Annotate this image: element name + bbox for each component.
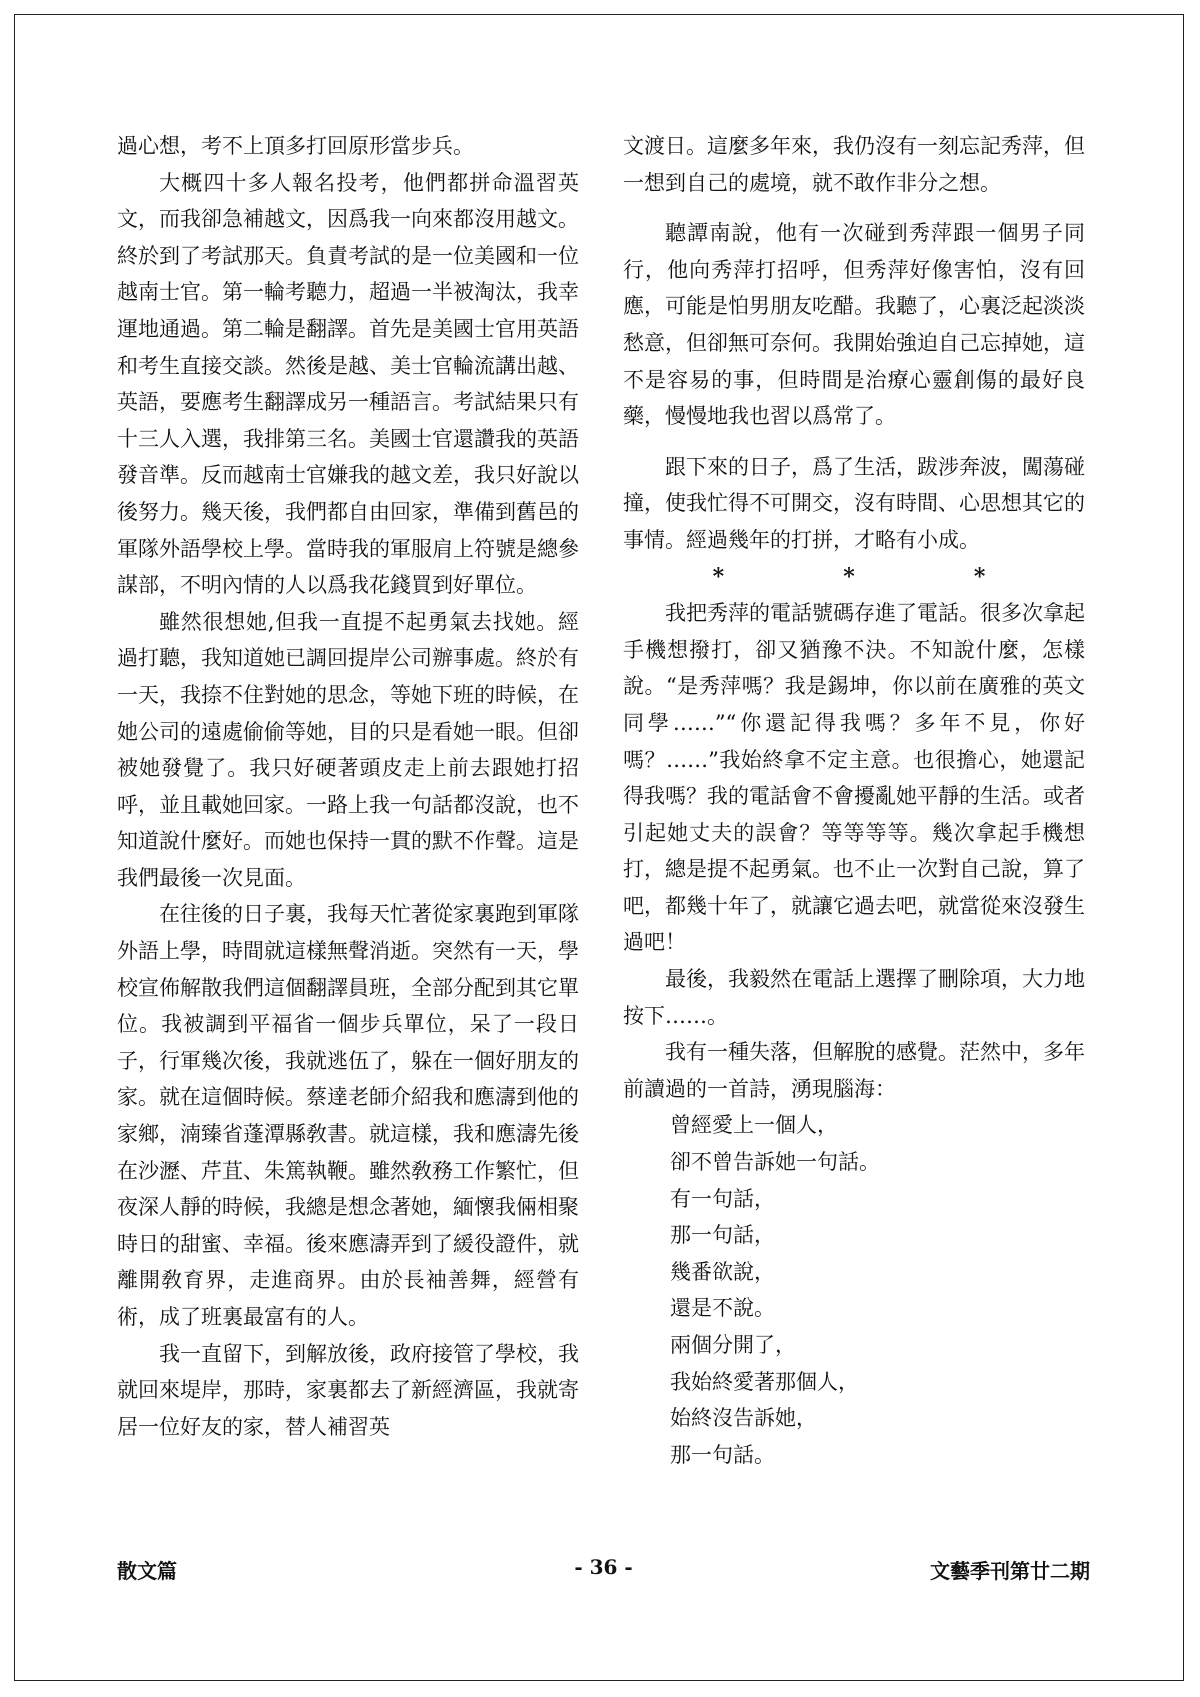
paragraph: 過心想，考不上頂多打回原形當步兵。 (117, 134, 474, 158)
poem-line: 有一句話， (670, 1186, 775, 1211)
page-footer (117, 1555, 1090, 1585)
paragraph: 跟下來的日子，爲了生活，跋涉奔波，闖蕩碰撞，使我忙得不可開交，沒有時間、心思想其它的事情。經過幾年的打拼，才略有小成。 (623, 454, 1085, 552)
paragraph: 我把秀萍的電話號碼存進了電話。很多次拿起手機想撥打，卻又猶豫不決。不知說什麼，怎樣說。“是秀萍嗎？我是錫坤，你以前在廣雅的英文同學……”“你還記得我嗎？多年不見，你好嗎？……”我始終拿不定主意。也很擔心，她還記得我嗎？我的電話會不會擾亂她平靜的生活。或者引起她丈夫的誤會？等等等等。幾次拿起手機想打，總是提不起勇氣。也不止一次對自己說，算了吧，都幾十年了，就讓它過去吧，就當從來沒發生過吧！ (623, 601, 1085, 955)
poem-line: 幾番欲說， (670, 1259, 775, 1284)
poem-line: 曾經愛上一個人， (670, 1113, 838, 1138)
paragraph: 我有一種失落，但解脫的感覺。茫然中，多年前讀過的一首詩，湧現腦海： (623, 1040, 1085, 1101)
footer-publication: 文藝季刊第廿二期 (930, 1559, 1090, 1583)
poem-line: 那一句話， (670, 1223, 775, 1248)
separator-star: * (712, 563, 725, 590)
poem-line: 卻不曾告訴她一句話。 (670, 1150, 880, 1175)
poem-line: 還是不說。 (670, 1296, 775, 1321)
paragraph: 在往後的日子裏，我每天忙著從家裏跑到軍隊外語上學，時間就這樣無聲消逝。突然有一天，學校宣佈解散我們這個翻譯員班，全部分配到其它單位。我被調到平福省一個步兵單位，呆了一段日子，行軍幾次後，我就逃伍了，躲在一個好朋友的家。就在這個時候。蔡達老師介紹我和應濤到他的家鄉，湳臻省蓬潭縣敎書。就這樣，我和應濤先後在沙瀝、芹苴、朱篤執鞭。雖然敎務工作繁忙，但夜深人靜的時候，我總是想念著她，緬懷我倆相聚時日的甜蜜、幸福。後來應濤弄到了緩役證件，就離開敎育界，走進商界。由於長袖善舞，經營有術，成了班裏最富有的人。 (117, 902, 579, 1329)
footer-section: 散文篇 (117, 1559, 177, 1583)
paragraph: 我一直留下，到解放後，政府接管了學校，我就回來堤岸，那時，家裏都去了新經濟區，我就寄居一位好友的家，替人補習英 (117, 1341, 579, 1439)
footer-page-number: - 36 - (574, 1555, 633, 1579)
paragraph: 大概四十多人報名投考，他們都拼命溫習英文，而我卻急補越文，因爲我一向來都沒用越文。終於到了考試那天。負責考試的是一位美國和一位越南士官。第一輪考聽力，超過一半被淘汰，我幸運地通過。第二輪是翻譯。首先是美國士官用英語和考生直接交談。然後是越、美士官輪流講出越、英語，要應考生翻譯成另一種語言。考試結果只有十三人入選，我排第三名。美國士官還讚我的英語發音準。反而越南士官嫌我的越文差，我只好說以後努力。幾天後，我們都自由回家，準備到舊邑的軍隊外語學校上學。當時我的軍服肩上符號是總參謀部，不明內情的人以爲我花錢買到好單位。 (117, 170, 579, 598)
paragraph: 最後，我毅然在電話上選擇了刪除項，大力地按下……。 (623, 967, 1085, 1028)
section-separator (623, 559, 1085, 596)
separator-star: * (973, 563, 986, 590)
poem-line: 兩個分開了， (670, 1333, 796, 1357)
right-column (623, 128, 1085, 1473)
separator-star: * (843, 563, 855, 590)
paragraph: 文渡日。這麼多年來，我仍沒有一刻忘記秀萍，但一想到自己的處境，就不敢作非分之想。 (623, 134, 1085, 195)
left-column (117, 128, 579, 1445)
poem-line: 那一句話。 (670, 1442, 775, 1467)
poem (623, 1107, 1085, 1473)
poem-line: 我始終愛著那個人， (670, 1369, 859, 1394)
paragraph: 雖然很想她,但我一直提不起勇氣去找她。經過打聽，我知道她已調回提岸公司辦事處。終於有一天，我捺不住對她的思念，等她下班的時候，在她公司的遠處偷偷等她，目的只是看她一眼。但卻被她發覺了。我只好硬著頭皮走上前去跟她打招呼，並且載她回家。一路上我一句話都沒說，也不知道說什麼好。而她也保持一貫的默不作聲。這是我們最後一次見面。 (117, 609, 579, 890)
paragraph: 聽譚南說，他有一次碰到秀萍跟一個男子同行，他向秀萍打招呼，但秀萍好像害怕，沒有回應，可能是怕男朋友吃醋。我聽了，心裏泛起淡淡愁意，但卻無可奈何。我開始強迫自己忘掉她，這不是容易的事，但時間是治療心靈創傷的最好良藥，慢慢地我也習以爲常了。 (623, 221, 1085, 429)
poem-line: 始終沒告訴她， (670, 1406, 817, 1431)
